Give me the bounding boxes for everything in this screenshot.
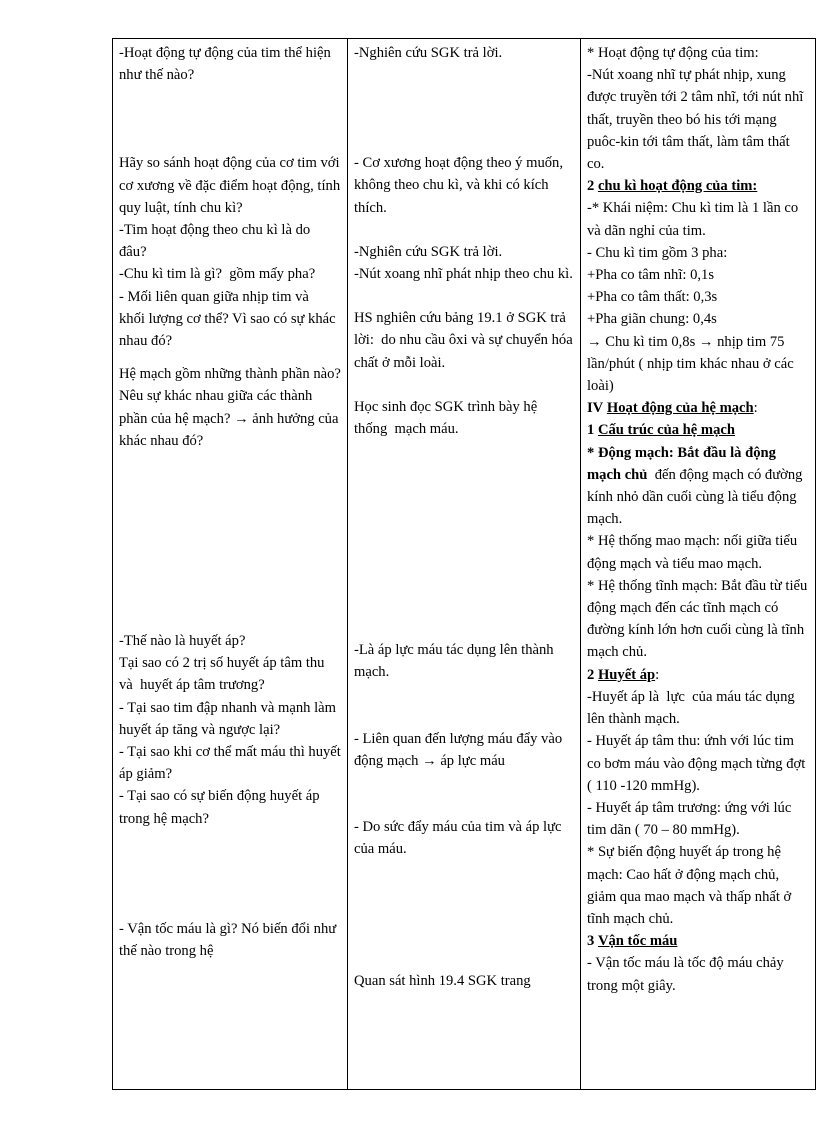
phase-1: +Pha co tâm nhĩ: 0,1s bbox=[587, 267, 714, 284]
artery-lead: * Động mạch: Bắt đầu là động mạch chủ bbox=[587, 444, 776, 483]
question-blood-velocity: - Vận tốc máu là gì? Nó biến đổi như thế nào trong hệ bbox=[119, 920, 340, 960]
teacher-activity-column bbox=[113, 39, 348, 1090]
subsection-3-number: 3 bbox=[587, 933, 595, 950]
table-row bbox=[113, 39, 816, 1090]
question-cycle-cause: -Tim hoạt động theo chu kì là do đâu? bbox=[119, 222, 314, 261]
content-column bbox=[581, 39, 816, 1090]
pressure-variation: * Sự biến động huyết áp trong hệ mạch: Cao hất ở động mạch chủ, giảm qua mao mạch và thấp nhất ở tĩnh mạch chủ. bbox=[587, 844, 795, 927]
answer-vessel-system: Học sinh đọc SGK trình bày hệ thống mạch máu. bbox=[354, 398, 541, 438]
capillary-system: * Hệ thống mao mạch: nối giữa tiểu động mạch và tiểu mao mạch. bbox=[587, 533, 801, 572]
systolic-pressure: - Huyết áp tâm thu: ứnh với lúc tim co bơm máu vào động mạch từng đợt ( 110 -120 mmHg). bbox=[587, 733, 809, 794]
lesson-table bbox=[112, 38, 816, 1090]
phase-3: +Pha giãn chung: 0,4s bbox=[587, 311, 717, 328]
velocity-definition: - Vận tốc máu là tốc độ máu chảy trong một giây. bbox=[587, 955, 788, 994]
answer-read-sgk-2: -Nghiên cứu SGK trả lời. bbox=[354, 243, 503, 260]
vein-system: * Hệ thống tĩnh mạch: Bắt đầu từ tiểu động mạch đến các tĩnh mạch có đường kính lớn hơn cuối cùng là tĩnh mạch chủ. bbox=[587, 577, 811, 661]
question-heart-auto: -Hoạt động tự động của tim thể hiện như thế nào? bbox=[119, 45, 335, 84]
subsection-2-number: 2 bbox=[587, 666, 595, 683]
auto-activity-heading: * Hoạt động tự động của tim: bbox=[587, 45, 759, 61]
question-blood-loss: - Tại sao khi cơ thể mất máu thì huyết áp giảm? bbox=[119, 744, 345, 783]
question-vessel-components: Hệ mạch gồm những thành phần nào? Nêu sự khác nhau giữa các thành phần của hệ mạch? → ảnh hưởng của khác nhau đó? bbox=[119, 366, 345, 449]
cycle-phases: - Chu kì tim gồm 3 pha: bbox=[587, 244, 728, 261]
artery-rest: đến động mạch có đường kính nhỏ dần cuối cùng là tiểu động mạch. bbox=[587, 466, 807, 528]
diastolic-pressure: - Huyết áp tâm trương: ứng với lúc tim dãn ( 70 – 80 mmHg). bbox=[587, 799, 795, 839]
question-pressure-variation: - Tại sao có sự biến động huyết áp trong hệ mạch? bbox=[119, 788, 324, 827]
question-two-pressures: Tại sao có 2 trị số huyết áp tâm thu và huyết áp tâm trương? bbox=[119, 655, 329, 694]
pressure-definition: -Huyết áp là lực của máu tác dụng lên thành mạch. bbox=[587, 688, 799, 728]
cycle-definition: -* Khái niệm: Chu kì tim là 1 lần co và dãn nghỉ của tim. bbox=[587, 200, 806, 239]
auto-activity-body: -Nút xoang nhĩ tự phát nhịp, xung được truyền tới 2 tâm nhĩ, tới nút nhĩ thất, truyền theo bó his tới mạng puôc-kin tới tâm thất, làm tâm thất co. bbox=[587, 67, 807, 173]
answer-table-19-1: HS nghiên cứu bảng 19.1 ở SGK trả lời: do nhu cầu ôxi và sự chuyển hóa chất ở mỗi loài. bbox=[354, 310, 577, 371]
answer-figure-19-4: Quan sát hình 19.4 SGK trang bbox=[354, 973, 531, 990]
cycle-note: → Chu kì tim 0,8s → nhịp tim 75 lần/phút ( nhịp tim khác nhau ở các loài) bbox=[587, 333, 798, 395]
section-iv-title: Hoạt động của hệ mạch bbox=[606, 400, 754, 417]
subsection-2-colon: : bbox=[655, 666, 660, 683]
answer-pressure-def: -Là áp lực máu tác dụng lên thành mạch. bbox=[354, 642, 558, 681]
question-compare-muscle: Hãy so sánh hoạt động của cơ tim với cơ xương về đặc điểm hoạt động, tính quy luật, tính chu kì? bbox=[119, 155, 344, 216]
answer-read-sgk-1: -Nghiên cứu SGK trả lời. bbox=[354, 45, 503, 61]
question-heart-rate-mass: - Mối liên quan giữa nhịp tim và khối lượng cơ thể? Vì sao có sự khác nhau đó? bbox=[119, 288, 340, 350]
subsection-1-number: 1 bbox=[587, 422, 595, 439]
question-cycle-definition: -Chu kì tim là gì? gồm mấy pha? bbox=[119, 266, 316, 283]
section-iv-colon: : bbox=[753, 400, 758, 417]
section-2-title: chu kì hoạt động của tim: bbox=[597, 178, 758, 195]
answer-sinus-node: -Nút xoang nhĩ phát nhịp theo chu kì. bbox=[354, 266, 573, 283]
student-activity-column bbox=[348, 39, 581, 1090]
question-blood-pressure-def: -Thế nào là huyết áp? bbox=[119, 633, 246, 650]
subsection-3-title: Vận tốc máu bbox=[597, 933, 678, 950]
question-fast-heartbeat: - Tại sao tim đập nhanh và mạnh làm huyết áp tăng và ngược lại? bbox=[119, 699, 340, 738]
subsection-1-title: Cấu trúc của hệ mạch bbox=[597, 422, 735, 439]
answer-blood-volume: - Liên quan đến lượng máu đẩy vào động mạch → áp lực máu bbox=[354, 730, 566, 769]
subsection-2-title: Huyết áp bbox=[597, 666, 656, 683]
phase-2: +Pha co tâm thất: 0,3s bbox=[587, 289, 718, 306]
answer-heart-force: - Do sức đẩy máu của tim và áp lực của máu. bbox=[354, 819, 566, 858]
section-2-number: 2 bbox=[587, 178, 595, 195]
section-iv-number: IV bbox=[587, 400, 604, 417]
answer-skeletal-muscle: - Cơ xương hoạt động theo ý muốn, không theo chu kì, và khi có kích thích. bbox=[354, 155, 567, 216]
